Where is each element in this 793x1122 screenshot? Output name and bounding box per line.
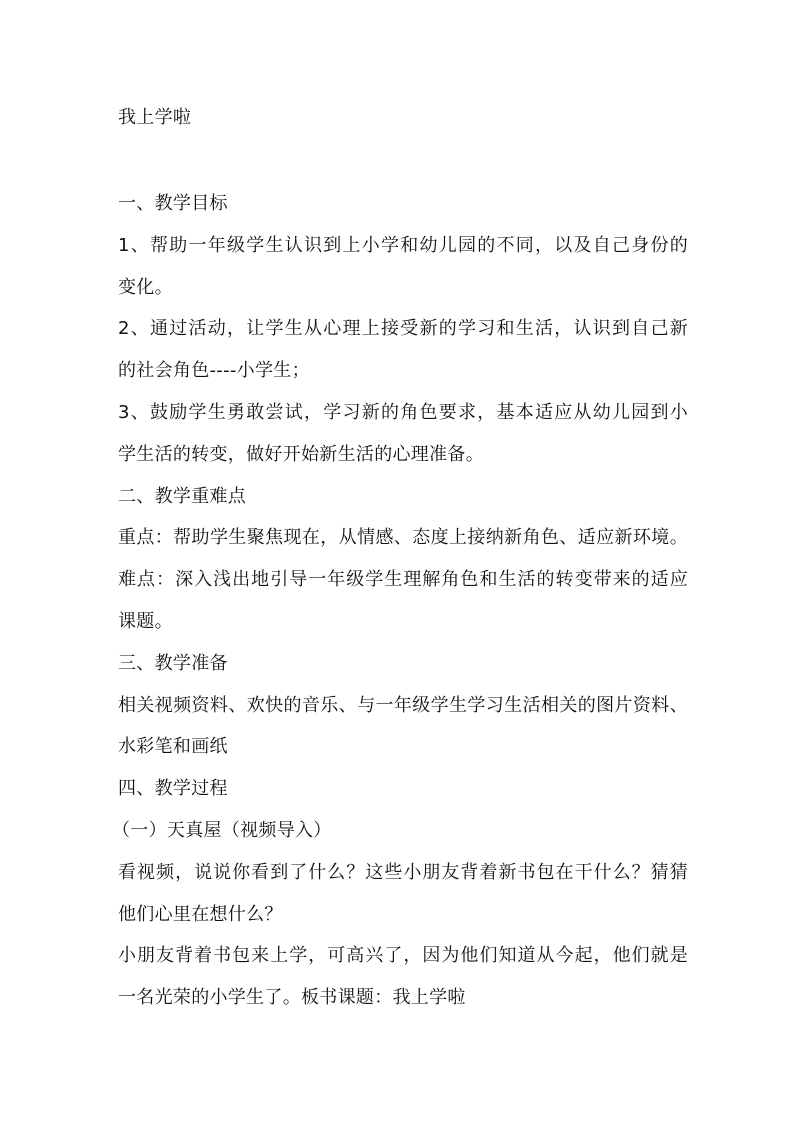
text-line: 他们心里在想什么？ xyxy=(118,903,283,925)
text-line: 难点：深入浅出地引导一年级学生理解角色和生活的转变带来的适应 xyxy=(118,569,688,591)
text-line: 3、鼓励学生勇敢尝试，学习新的角色要求，基本适应从幼儿园到小 xyxy=(118,401,688,423)
text-line: 相关视频资料、欢快的音乐、与一年级学生学习生活相关的图片资料、 xyxy=(118,694,688,716)
subsection-heading: （一）天真屋（视频导入） xyxy=(112,819,332,841)
text-line: 重点：帮助学生聚焦现在，从情感、态度上接纳新角色、适应新环境。 xyxy=(118,527,688,549)
section-heading-preparation: 三、教学准备 xyxy=(118,652,228,674)
text-line: 水彩笔和画纸 xyxy=(118,736,228,758)
text-line: 小朋友背着书包来上学，可高兴了，因为他们知道从今起，他们就是 xyxy=(118,945,688,967)
text-line: 学生活的转变，做好开始新生活的心理准备。 xyxy=(118,443,484,465)
text-line: 一名光荣的小学生了。板书课题：我上学啦 xyxy=(118,987,466,1009)
document-page xyxy=(112,104,688,1026)
text-line: 2、通过活动，让学生从心理上接受新的学习和生活，认识到自己新 xyxy=(118,318,688,340)
text-line: 课题。 xyxy=(118,610,173,632)
text-line: 看视频，说说你看到了什么？这些小朋友背着新书包在干什么？猜猜 xyxy=(118,861,688,883)
section-heading-objectives: 一、教学目标 xyxy=(118,193,228,214)
text-line: 变化。 xyxy=(118,276,173,298)
section-heading-key-points: 二、教学重难点 xyxy=(118,485,247,507)
text-line: 的社会角色----小学生； xyxy=(118,360,310,382)
text-line: 1、帮助一年级学生认识到上小学和幼儿园的不同，以及自己身份的 xyxy=(118,234,688,256)
document-title: 我上学啦 xyxy=(118,107,192,128)
section-heading-process: 四、教学过程 xyxy=(118,778,228,800)
